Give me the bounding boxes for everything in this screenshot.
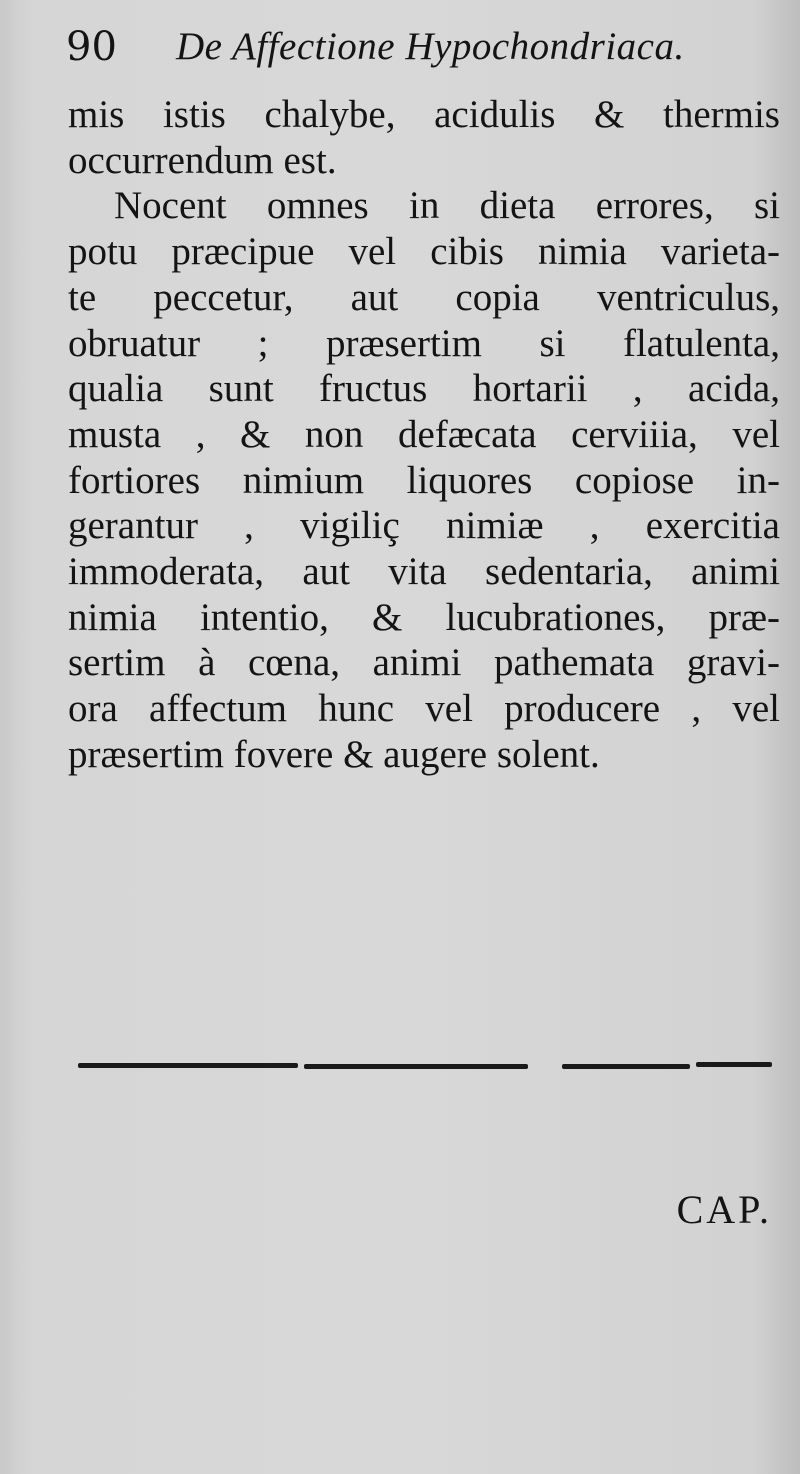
text-line: gerantur , vigiliç nimiæ , exercitia bbox=[68, 504, 780, 548]
divider-segment bbox=[562, 1064, 690, 1069]
text-line: musta , & non defæcata cerviiia, vel bbox=[68, 412, 780, 456]
text-line: te peccetur, aut copia ventriculus, bbox=[68, 275, 780, 319]
text-line: nimia intentio, & lucubrationes, præ- bbox=[68, 595, 780, 639]
text-line: immoderata, aut vita sedentaria, animi bbox=[68, 550, 780, 594]
text-line: mis istis chalybe, acidulis & thermis bbox=[68, 93, 780, 136]
text-line: qualia sunt fructus hortarii , acida, bbox=[68, 367, 780, 411]
divider-segment bbox=[696, 1062, 772, 1067]
text-line: ora affectum hunc vel producere , vel bbox=[68, 687, 780, 731]
text-line: fortiores nimium liquores copiose in- bbox=[68, 458, 780, 502]
divider-segment bbox=[304, 1064, 528, 1069]
running-title: De Affectione Hypochondriaca. bbox=[176, 25, 685, 68]
catchword: CAP. bbox=[676, 1187, 772, 1232]
page-number: 90 bbox=[66, 24, 117, 70]
text-line: potu præcipue vel cibis nimia varieta- bbox=[68, 230, 780, 274]
page-header bbox=[66, 18, 786, 78]
body-text bbox=[68, 92, 780, 778]
text-line: præsertim fovere & augere solent. bbox=[68, 732, 600, 776]
divider-segment bbox=[78, 1063, 298, 1068]
text-line: occurrendum est. bbox=[68, 138, 337, 182]
text-line: sertim à cœna, animi pathemata gravi- bbox=[68, 641, 780, 685]
section-divider bbox=[78, 1058, 772, 1072]
text-line: Nocent omnes in dieta errores, si bbox=[114, 184, 780, 228]
text-line: obruatur ; præsertim si flatulenta, bbox=[68, 321, 780, 365]
